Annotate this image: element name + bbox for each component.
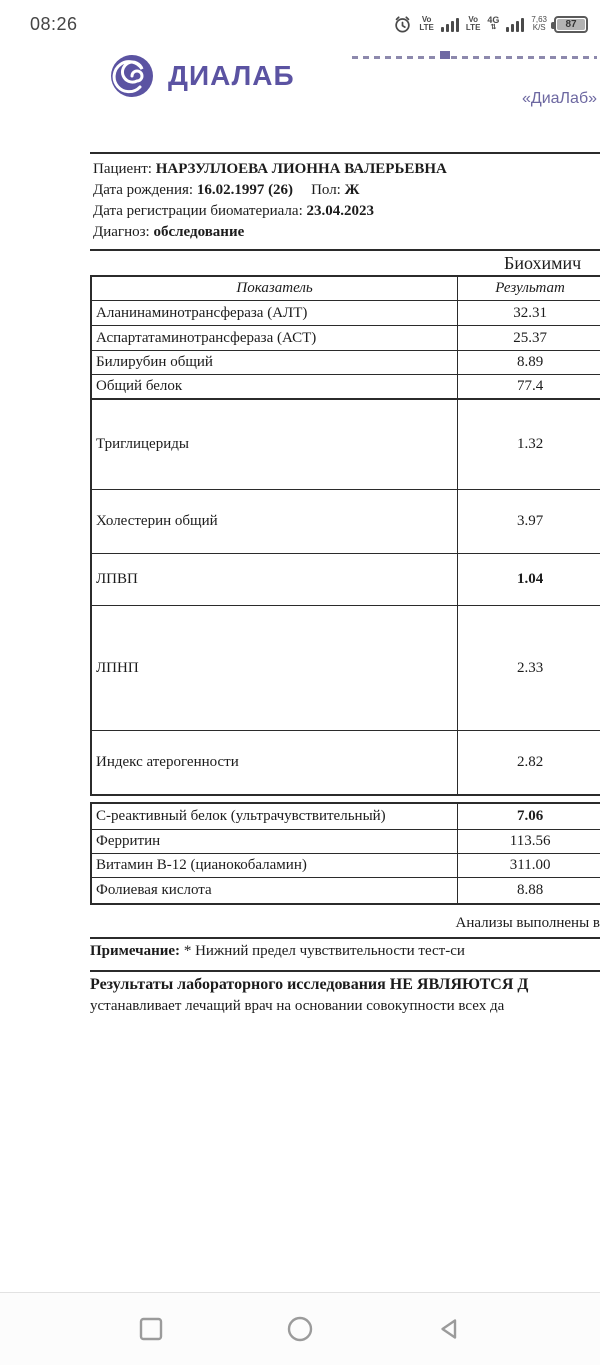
- data-speed-indicator: 7,63 K/S: [531, 15, 547, 32]
- analyte-value: 77.4: [516, 378, 544, 394]
- column-header-result: Результат: [495, 280, 565, 296]
- table-row: [92, 854, 600, 878]
- analyte-name: Холестерин общий: [92, 490, 458, 553]
- table-header-row: [92, 277, 600, 301]
- patient-birthdate: 16.02.1997 (26): [196, 182, 294, 198]
- analyte-name: Витамин B-12 (цианокобаламин): [92, 854, 458, 877]
- analyte-name: Аспартатаминотрансфераза (АСТ): [92, 326, 458, 350]
- results-table-continued: [90, 802, 600, 905]
- divider: [90, 937, 600, 939]
- analyte-value: 8.89: [516, 354, 544, 370]
- patient-sex: Ж: [344, 182, 360, 198]
- table-row: [92, 375, 600, 400]
- clipped-header-text-line: [352, 56, 597, 59]
- table-row: [92, 830, 600, 854]
- lab-logo-text: ДИАЛАБ: [168, 60, 295, 91]
- volte-icon: Vo LTE: [419, 15, 434, 32]
- analyte-value: 1.04: [516, 571, 544, 587]
- diagnosis: обследование: [153, 224, 245, 240]
- analyte-value: 2.82: [516, 754, 544, 770]
- registration-date: 23.04.2023: [306, 203, 374, 219]
- home-button[interactable]: [282, 1311, 318, 1347]
- volte-icon-sim2: Vo LTE: [465, 15, 481, 32]
- lab-logo: [108, 52, 295, 100]
- table-row: [92, 301, 600, 326]
- recents-button[interactable]: [133, 1311, 169, 1347]
- table-row: [92, 804, 600, 830]
- clipped-header-text-fragment: [440, 51, 450, 59]
- clock-time: 08:26: [30, 14, 78, 34]
- table-row: [92, 326, 600, 351]
- note-label: Примечание:: [90, 943, 181, 959]
- patient-name: НАРЗУЛЛОЕВА ЛИОННА ВАЛЕРЬЕВНА: [155, 161, 447, 177]
- analyte-value: 8.88: [516, 882, 544, 898]
- back-triangle-icon: [436, 1316, 462, 1342]
- table-row: [92, 351, 600, 375]
- back-button[interactable]: [431, 1311, 467, 1347]
- analyte-name: С-реактивный белок (ультрачувствительный): [92, 804, 458, 829]
- table-row: [92, 731, 600, 794]
- table-row: [92, 878, 600, 903]
- patient-name-row: Пациент: НАРЗУЛЛОЕВА ЛИОННА ВАЛЕРЬЕВНА: [93, 161, 447, 177]
- battery-percent: 87: [565, 18, 577, 30]
- disclaimer-rest-line: устанавливает лечащий врач на основании совокупности всех да: [90, 998, 505, 1014]
- table-row: [92, 554, 600, 606]
- patient-birthdate-row: Дата рождения: 16.02.1997 (26) Пол: Ж: [93, 182, 360, 198]
- signal-bars-icon: [441, 17, 459, 32]
- analyte-value: 32.31: [513, 304, 547, 321]
- table-row: [92, 606, 600, 731]
- analyte-name: Триглицериды: [92, 400, 458, 489]
- note-text: * Нижний предел чувствительности тест-си: [180, 943, 465, 959]
- analyte-value: 113.56: [509, 833, 551, 849]
- registration-date-row: Дата регистрации биоматериала: 23.04.2023: [93, 203, 374, 219]
- analyses-performed-note: Анализы выполнены в: [455, 915, 600, 931]
- network-4g-icon: 4G ⇅: [487, 15, 500, 31]
- analyte-name: Фолиевая кислота: [92, 878, 458, 903]
- analyte-name: Билирубин общий: [92, 351, 458, 374]
- analyte-value: 311.00: [509, 857, 551, 873]
- analyte-value: 1.32: [516, 436, 544, 452]
- analyte-value: 3.97: [516, 513, 544, 529]
- battery-icon: [554, 16, 588, 33]
- org-name: «ДиаЛаб»: [521, 90, 597, 107]
- analyte-value: 2.33: [516, 659, 544, 676]
- diagnosis-row: Диагноз: обследование: [93, 224, 245, 240]
- analyte-name: ЛПВП: [92, 554, 458, 605]
- alarm-icon: [393, 15, 412, 34]
- section-title: Биохимич: [504, 253, 582, 273]
- results-table: [90, 275, 600, 796]
- patient-info-block: [90, 152, 600, 251]
- disclaimer-bold-line: Результаты лабораторного исследования НЕ ЯВЛЯЮТСЯ Д: [90, 976, 529, 993]
- table-row: [92, 400, 600, 490]
- circle-icon: [286, 1315, 314, 1343]
- analyte-name: Аланинаминотрансфераза (АЛТ): [92, 301, 458, 325]
- divider: [90, 970, 600, 972]
- analyte-name: ЛПНП: [92, 606, 458, 730]
- dialab-swirl-icon: [108, 52, 156, 100]
- status-icons: [393, 12, 588, 36]
- note-line: [90, 943, 600, 960]
- analyte-value: 25.37: [513, 329, 547, 346]
- status-bar: [0, 0, 600, 45]
- table-row: [92, 490, 600, 554]
- analyte-name: Индекс атерогенности: [92, 731, 458, 794]
- analyte-value: 7.06: [516, 808, 544, 824]
- square-icon: [138, 1316, 164, 1342]
- signal-bars-icon-sim2: [506, 17, 524, 32]
- analyte-name: Общий белок: [92, 375, 458, 398]
- analyte-name: Ферритин: [92, 830, 458, 853]
- android-nav-bar: [0, 1292, 600, 1365]
- column-header-indicator: Показатель: [92, 277, 458, 300]
